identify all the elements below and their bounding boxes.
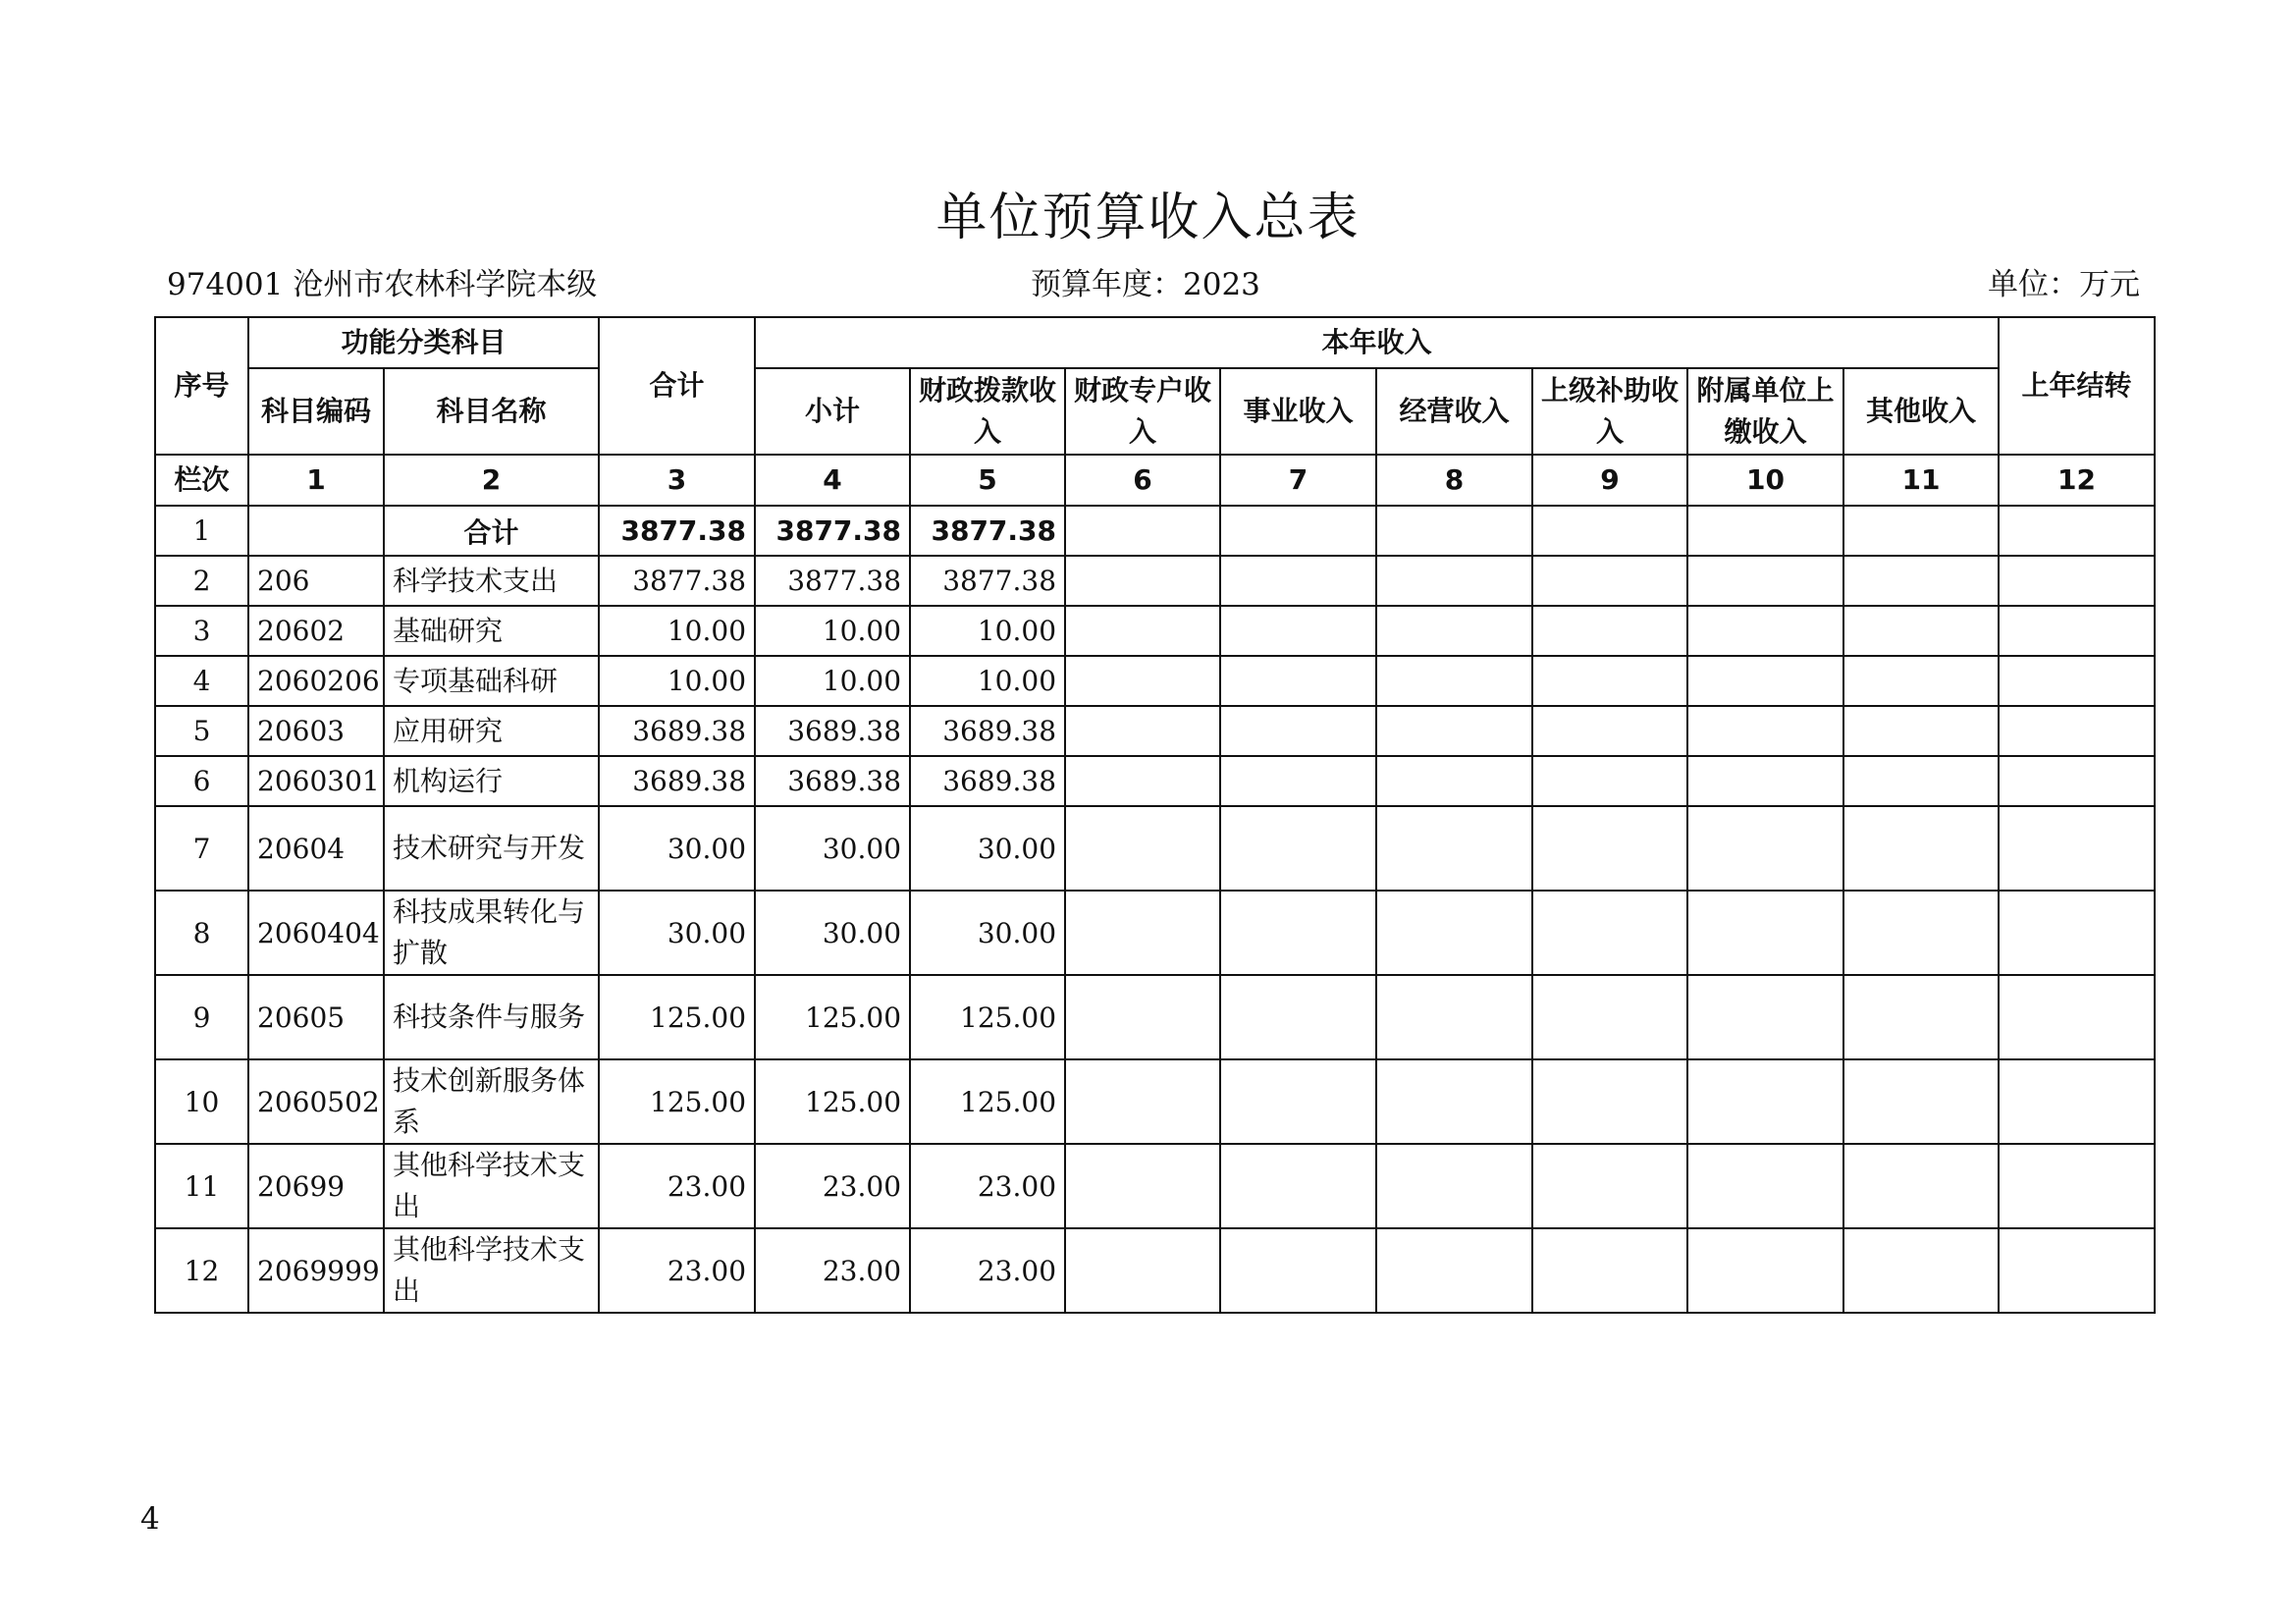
- cell-business-income: [1220, 756, 1376, 806]
- cell-prior-carryover: [1999, 556, 2155, 606]
- cell-other-income: [1843, 891, 1999, 975]
- column-index-10: 10: [1687, 455, 1843, 506]
- cell-other-income: [1843, 1144, 1999, 1228]
- cell-prior-carryover: [1999, 606, 2155, 656]
- cell-operating-income: [1376, 656, 1532, 706]
- cell-subject-name: 其他科学技术支出: [384, 1144, 599, 1228]
- cell-subtotal: 23.00: [755, 1228, 910, 1313]
- cell-business-income: [1220, 656, 1376, 706]
- cell-subtotal: 10.00: [755, 656, 910, 706]
- header-other-income: 其他收入: [1843, 368, 1999, 455]
- cell-subject-code: 20699: [248, 1144, 384, 1228]
- cell-affiliated-remit: [1687, 891, 1843, 975]
- cell-fiscal-allocation: 23.00: [910, 1228, 1065, 1313]
- cell-affiliated-remit: [1687, 1228, 1843, 1313]
- cell-seq: 10: [155, 1059, 248, 1144]
- cell-subject-code: [248, 506, 384, 556]
- column-index-12: 12: [1999, 455, 2155, 506]
- cell-total: 23.00: [599, 1144, 755, 1228]
- cell-subject-name: 专项基础科研: [384, 656, 599, 706]
- cell-total: 30.00: [599, 806, 755, 891]
- cell-subject-name: 科学技术支出: [384, 556, 599, 606]
- cell-subtotal: 30.00: [755, 891, 910, 975]
- header-subject-code: 科目编码: [248, 368, 384, 455]
- cell-subtotal: 3877.38: [755, 506, 910, 556]
- cell-subject-name: 技术创新服务体系: [384, 1059, 599, 1144]
- cell-fiscal-allocation: 3877.38: [910, 506, 1065, 556]
- cell-total: 10.00: [599, 656, 755, 706]
- cell-prior-carryover: [1999, 1144, 2155, 1228]
- cell-subtotal: 3877.38: [755, 556, 910, 606]
- table-row: [155, 1228, 2155, 1313]
- cell-affiliated-remit: [1687, 1144, 1843, 1228]
- cell-superior-subsidy: [1532, 606, 1687, 656]
- cell-operating-income: [1376, 756, 1532, 806]
- cell-fiscal-special-account: [1065, 1144, 1220, 1228]
- cell-subject-code: 20603: [248, 706, 384, 756]
- cell-subtotal: 125.00: [755, 975, 910, 1059]
- cell-fiscal-allocation: 3689.38: [910, 756, 1065, 806]
- table-row: [155, 556, 2155, 606]
- cell-fiscal-special-account: [1065, 656, 1220, 706]
- cell-business-income: [1220, 975, 1376, 1059]
- table-row: [155, 506, 2155, 556]
- cell-subject-code: 20605: [248, 975, 384, 1059]
- cell-fiscal-special-account: [1065, 706, 1220, 756]
- cell-seq: 8: [155, 891, 248, 975]
- cell-prior-carryover: [1999, 506, 2155, 556]
- cell-superior-subsidy: [1532, 1144, 1687, 1228]
- cell-superior-subsidy: [1532, 556, 1687, 606]
- cell-seq: 3: [155, 606, 248, 656]
- cell-fiscal-allocation: 10.00: [910, 606, 1065, 656]
- header-fiscal-allocation: 财政拨款收入: [910, 368, 1065, 455]
- cell-seq: 6: [155, 756, 248, 806]
- cell-superior-subsidy: [1532, 656, 1687, 706]
- header-prior-carryover: 上年结转: [1999, 317, 2155, 455]
- column-index-11: 11: [1843, 455, 1999, 506]
- cell-other-income: [1843, 706, 1999, 756]
- table-row: [155, 606, 2155, 656]
- document-meta-row: [167, 263, 2140, 306]
- cell-operating-income: [1376, 891, 1532, 975]
- header-current-income: 本年收入: [755, 317, 1999, 368]
- cell-subtotal: 3689.38: [755, 706, 910, 756]
- table-row: [155, 1059, 2155, 1144]
- table-row: [155, 806, 2155, 891]
- cell-superior-subsidy: [1532, 891, 1687, 975]
- cell-operating-income: [1376, 806, 1532, 891]
- cell-operating-income: [1376, 556, 1532, 606]
- cell-other-income: [1843, 606, 1999, 656]
- cell-superior-subsidy: [1532, 1059, 1687, 1144]
- cell-affiliated-remit: [1687, 656, 1843, 706]
- header-operating-income: 经营收入: [1376, 368, 1532, 455]
- cell-prior-carryover: [1999, 656, 2155, 706]
- cell-affiliated-remit: [1687, 1059, 1843, 1144]
- cell-other-income: [1843, 756, 1999, 806]
- cell-other-income: [1843, 1059, 1999, 1144]
- cell-business-income: [1220, 1059, 1376, 1144]
- cell-subject-name: 合计: [384, 506, 599, 556]
- header-seq: 序号: [155, 317, 248, 455]
- cell-subject-code: 2060404: [248, 891, 384, 975]
- budget-income-table: [154, 316, 2156, 1314]
- cell-affiliated-remit: [1687, 706, 1843, 756]
- cell-fiscal-special-account: [1065, 1059, 1220, 1144]
- header-row-2: [155, 368, 2155, 455]
- header-func-class: 功能分类科目: [248, 317, 599, 368]
- header-superior-subsidy: 上级补助收入: [1532, 368, 1687, 455]
- cell-subject-name: 科技条件与服务: [384, 975, 599, 1059]
- cell-subject-code: 206: [248, 556, 384, 606]
- cell-total: 3877.38: [599, 556, 755, 606]
- cell-other-income: [1843, 656, 1999, 706]
- cell-operating-income: [1376, 975, 1532, 1059]
- cell-subject-code: 2060301: [248, 756, 384, 806]
- cell-other-income: [1843, 556, 1999, 606]
- table-body: [155, 506, 2155, 1313]
- cell-business-income: [1220, 1228, 1376, 1313]
- cell-total: 125.00: [599, 1059, 755, 1144]
- cell-fiscal-allocation: 23.00: [910, 1144, 1065, 1228]
- cell-subject-name: 应用研究: [384, 706, 599, 756]
- cell-subject-code: 2060502: [248, 1059, 384, 1144]
- cell-subtotal: 125.00: [755, 1059, 910, 1144]
- cell-affiliated-remit: [1687, 806, 1843, 891]
- table-row: [155, 756, 2155, 806]
- cell-subject-code: 2069999: [248, 1228, 384, 1313]
- cell-prior-carryover: [1999, 1228, 2155, 1313]
- cell-other-income: [1843, 806, 1999, 891]
- header-subject-name: 科目名称: [384, 368, 599, 455]
- cell-prior-carryover: [1999, 1059, 2155, 1144]
- cell-fiscal-special-account: [1065, 606, 1220, 656]
- cell-business-income: [1220, 556, 1376, 606]
- cell-operating-income: [1376, 1228, 1532, 1313]
- cell-prior-carryover: [1999, 891, 2155, 975]
- cell-fiscal-special-account: [1065, 806, 1220, 891]
- cell-affiliated-remit: [1687, 756, 1843, 806]
- table-row: [155, 975, 2155, 1059]
- column-index-7: 7: [1220, 455, 1376, 506]
- column-index-8: 8: [1376, 455, 1532, 506]
- cell-superior-subsidy: [1532, 1228, 1687, 1313]
- column-index-1: 1: [248, 455, 384, 506]
- cell-business-income: [1220, 606, 1376, 656]
- cell-fiscal-special-account: [1065, 556, 1220, 606]
- cell-total: 23.00: [599, 1228, 755, 1313]
- table-row: [155, 891, 2155, 975]
- cell-seq: 2: [155, 556, 248, 606]
- cell-seq: 12: [155, 1228, 248, 1313]
- column-index-9: 9: [1532, 455, 1687, 506]
- cell-subject-name: 技术研究与开发: [384, 806, 599, 891]
- column-index-6: 6: [1065, 455, 1220, 506]
- cell-fiscal-allocation: 125.00: [910, 975, 1065, 1059]
- cell-total: 30.00: [599, 891, 755, 975]
- cell-subject-code: 2060206: [248, 656, 384, 706]
- cell-operating-income: [1376, 706, 1532, 756]
- cell-business-income: [1220, 891, 1376, 975]
- currency-unit: 单位：万元: [1988, 267, 2140, 302]
- cell-subtotal: 23.00: [755, 1144, 910, 1228]
- cell-fiscal-allocation: 10.00: [910, 656, 1065, 706]
- column-index-3: 3: [599, 455, 755, 506]
- cell-fiscal-allocation: 30.00: [910, 891, 1065, 975]
- table-row: [155, 706, 2155, 756]
- header-fiscal-special-account: 财政专户收入: [1065, 368, 1220, 455]
- cell-affiliated-remit: [1687, 506, 1843, 556]
- header-affiliated-remit: 附属单位上缴收入: [1687, 368, 1843, 455]
- cell-subject-name: 机构运行: [384, 756, 599, 806]
- cell-fiscal-special-account: [1065, 506, 1220, 556]
- header-row-1: [155, 317, 2155, 368]
- cell-business-income: [1220, 806, 1376, 891]
- cell-subject-code: 20602: [248, 606, 384, 656]
- cell-business-income: [1220, 506, 1376, 556]
- cell-fiscal-allocation: 30.00: [910, 806, 1065, 891]
- cell-business-income: [1220, 706, 1376, 756]
- cell-superior-subsidy: [1532, 706, 1687, 756]
- column-index-row: [155, 455, 2155, 506]
- cell-superior-subsidy: [1532, 806, 1687, 891]
- column-index-5: 5: [910, 455, 1065, 506]
- cell-affiliated-remit: [1687, 556, 1843, 606]
- page-number: 4: [140, 1501, 160, 1537]
- cell-prior-carryover: [1999, 806, 2155, 891]
- column-index-label: 栏次: [155, 455, 248, 506]
- cell-operating-income: [1376, 1059, 1532, 1144]
- table-row: [155, 1144, 2155, 1228]
- header-subtotal: 小计: [755, 368, 910, 455]
- cell-seq: 1: [155, 506, 248, 556]
- cell-fiscal-special-account: [1065, 975, 1220, 1059]
- cell-subject-code: 20604: [248, 806, 384, 891]
- cell-subject-name: 其他科学技术支出: [384, 1228, 599, 1313]
- cell-affiliated-remit: [1687, 975, 1843, 1059]
- cell-prior-carryover: [1999, 756, 2155, 806]
- cell-total: 125.00: [599, 975, 755, 1059]
- page-title: 单位预算收入总表: [935, 189, 1361, 247]
- column-index-4: 4: [755, 455, 910, 506]
- cell-business-income: [1220, 1144, 1376, 1228]
- cell-superior-subsidy: [1532, 756, 1687, 806]
- cell-operating-income: [1376, 1144, 1532, 1228]
- table-row: [155, 656, 2155, 706]
- cell-operating-income: [1376, 506, 1532, 556]
- cell-other-income: [1843, 506, 1999, 556]
- cell-other-income: [1843, 1228, 1999, 1313]
- cell-subject-name: 科技成果转化与扩散: [384, 891, 599, 975]
- cell-subject-name: 基础研究: [384, 606, 599, 656]
- cell-fiscal-allocation: 3689.38: [910, 706, 1065, 756]
- cell-seq: 9: [155, 975, 248, 1059]
- cell-affiliated-remit: [1687, 606, 1843, 656]
- cell-seq: 4: [155, 656, 248, 706]
- cell-total: 10.00: [599, 606, 755, 656]
- cell-seq: 5: [155, 706, 248, 756]
- cell-total: 3689.38: [599, 706, 755, 756]
- column-index-2: 2: [384, 455, 599, 506]
- header-business-income: 事业收入: [1220, 368, 1376, 455]
- cell-prior-carryover: [1999, 706, 2155, 756]
- cell-fiscal-allocation: 3877.38: [910, 556, 1065, 606]
- cell-fiscal-special-account: [1065, 756, 1220, 806]
- cell-fiscal-special-account: [1065, 891, 1220, 975]
- cell-fiscal-allocation: 125.00: [910, 1059, 1065, 1144]
- cell-seq: 7: [155, 806, 248, 891]
- cell-fiscal-special-account: [1065, 1228, 1220, 1313]
- cell-total: 3689.38: [599, 756, 755, 806]
- cell-superior-subsidy: [1532, 975, 1687, 1059]
- cell-superior-subsidy: [1532, 506, 1687, 556]
- header-total: 合计: [599, 317, 755, 455]
- budget-year: 预算年度：2023: [1031, 267, 1260, 302]
- cell-other-income: [1843, 975, 1999, 1059]
- unit-code-name: 974001 沧州市农林科学院本级: [167, 267, 598, 302]
- cell-seq: 11: [155, 1144, 248, 1228]
- cell-total: 3877.38: [599, 506, 755, 556]
- cell-prior-carryover: [1999, 975, 2155, 1059]
- cell-subtotal: 3689.38: [755, 756, 910, 806]
- cell-subtotal: 10.00: [755, 606, 910, 656]
- cell-subtotal: 30.00: [755, 806, 910, 891]
- cell-operating-income: [1376, 606, 1532, 656]
